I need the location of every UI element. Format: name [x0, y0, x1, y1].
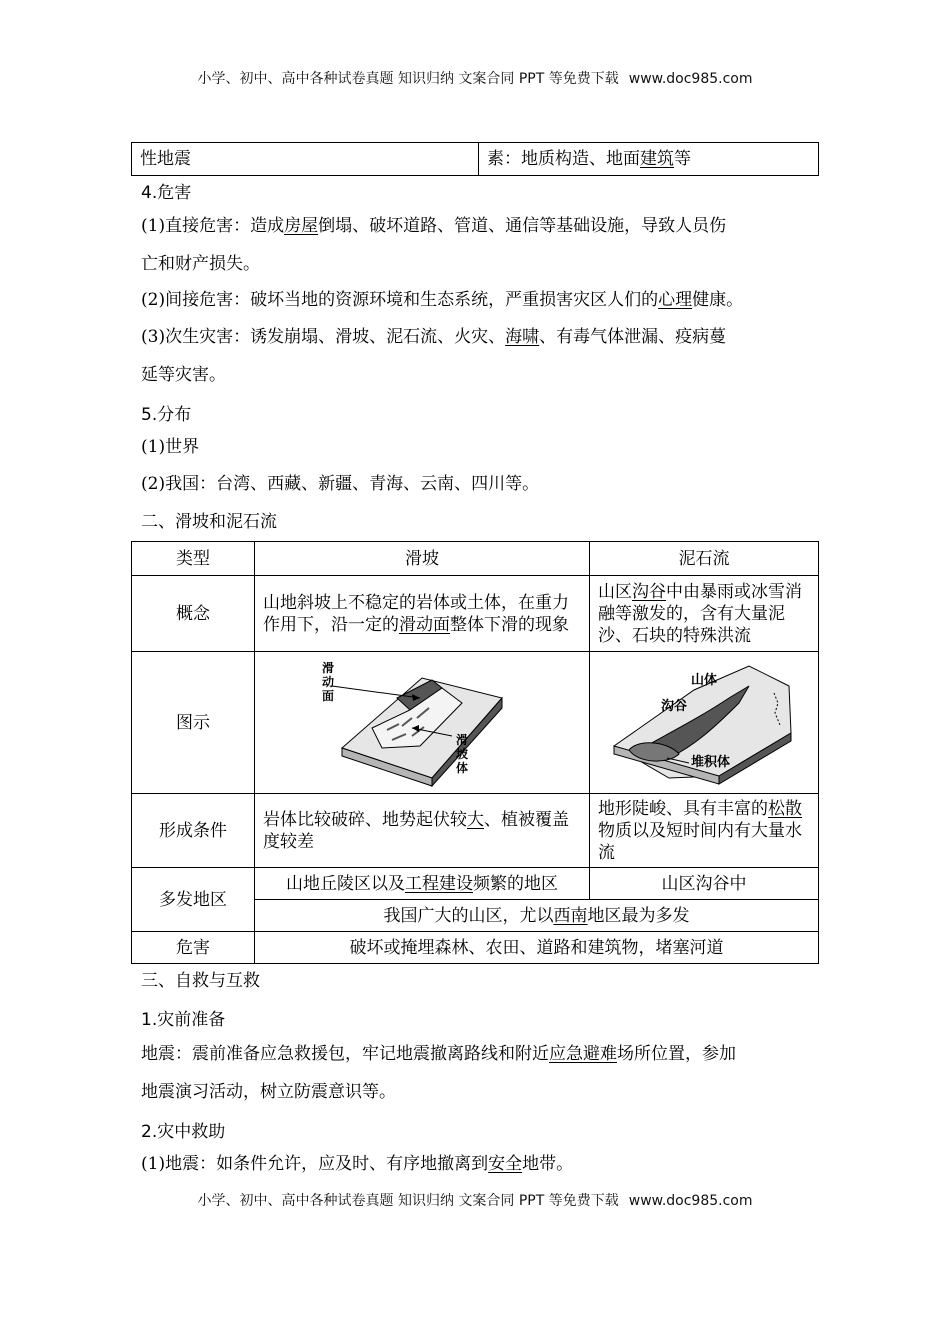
footer-url[interactable]: www.doc985.com — [628, 1193, 753, 1209]
header-text: 小学、初中、高中各种试卷真题 知识归纳 文案合同 PPT 等免费下载 — [197, 71, 619, 87]
page-footer — [0, 1190, 950, 1210]
cell-right: 素：地质构造、地面建筑等 — [479, 143, 819, 176]
s4-p1: (1)直接危害：造成房屋倒塌、破坏道路、管道、通信等基础设施，导致人员伤 亡和财产损失。 — [141, 216, 727, 274]
s5-p2: (2)我国：台湾、西藏、新疆、青海、云南、四川等。 — [141, 474, 540, 494]
label-deposit: 堆积体 — [691, 754, 731, 770]
s31-p: 地震：震前准备应急救援包，牢记地震撤离路线和附近应急避难场所位置，参加 地震演习活动，树立防震意识等。 — [141, 1044, 736, 1102]
section-5-title: 5.分布 — [141, 405, 192, 425]
landslide-debris-table — [131, 541, 819, 964]
row-concept-label: 概念 — [132, 576, 255, 652]
concept-debris: 山区沟谷中由暴雨或冰雪消融等激发的，含有大量泥沙、石块的特殊洪流 — [590, 576, 819, 652]
page-header — [0, 68, 950, 88]
condition-landslide: 岩体比较破碎、地势起伏较大、植被覆盖度较差 — [255, 794, 590, 868]
row-diagram-label: 图示 — [132, 652, 255, 794]
row-harm-label: 危害 — [132, 932, 255, 964]
section-3-title: 三、自救与互救 — [141, 971, 260, 991]
condition-debris: 地形陡峻、具有丰富的松散物质以及短时间内有大量水流 — [590, 794, 819, 868]
debris-diagram-cell — [590, 652, 819, 794]
label-slide-body-3: 体 — [456, 760, 469, 775]
landslide-diagram — [302, 658, 542, 788]
th-type: 类型 — [132, 542, 255, 576]
harm-both: 破坏或掩埋森林、农田、道路和建筑物，堵塞河道 — [255, 932, 819, 964]
footer-text: 小学、初中、高中各种试卷真题 知识归纳 文案合同 PPT 等免费下载 — [197, 1193, 619, 1209]
label-slide-surface-3: 面 — [322, 688, 335, 703]
label-gully: 沟谷 — [661, 698, 688, 714]
cell-left: 性地震 — [132, 143, 479, 176]
label-slide-body-1: 滑 — [456, 732, 469, 747]
label-slide-surface-2: 动 — [322, 674, 335, 689]
th-debris: 泥石流 — [590, 542, 819, 576]
row-area-label: 多发地区 — [132, 868, 255, 932]
label-mountain: 山体 — [691, 672, 718, 688]
area-debris: 山区沟谷中 — [590, 868, 819, 900]
area-landslide: 山地丘陵区以及工程建设频繁的地区 — [255, 868, 590, 900]
th-landslide: 滑坡 — [255, 542, 590, 576]
s32-title: 2.灾中救助 — [141, 1122, 226, 1142]
row-condition-label: 形成条件 — [132, 794, 255, 868]
landslide-diagram-cell — [255, 652, 590, 794]
s31-title: 1.灾前准备 — [141, 1010, 226, 1030]
section-2-title: 二、滑坡和泥石流 — [141, 512, 277, 532]
area-both: 我国广大的山区，尤以西南地区最为多发 — [255, 900, 819, 932]
header-url[interactable]: www.doc985.com — [628, 71, 753, 87]
s4-p3: (3)次生灾害：诱发崩塌、滑坡、泥石流、火灾、海啸、有毒气体泄漏、疫病蔓 延等灾害。 — [141, 327, 727, 385]
continued-table — [131, 142, 819, 176]
s32-p: (1)地震：如条件允许，应及时、有序地撤离到安全地带。 — [141, 1154, 574, 1174]
concept-landslide: 山地斜坡上不稳定的岩体或土体，在重力作用下，沿一定的滑动面整体下滑的现象 — [255, 576, 590, 652]
section-4-title: 4.危害 — [141, 183, 192, 203]
s4-p2: (2)间接危害：破坏当地的资源环境和生态系统，严重损害灾区人们的心理健康。 — [141, 290, 744, 310]
s5-p1: (1)世界 — [141, 437, 200, 457]
debris-flow-diagram — [599, 658, 809, 788]
label-slide-surface-1: 滑 — [322, 660, 335, 675]
label-slide-body-2: 坡 — [456, 746, 469, 761]
